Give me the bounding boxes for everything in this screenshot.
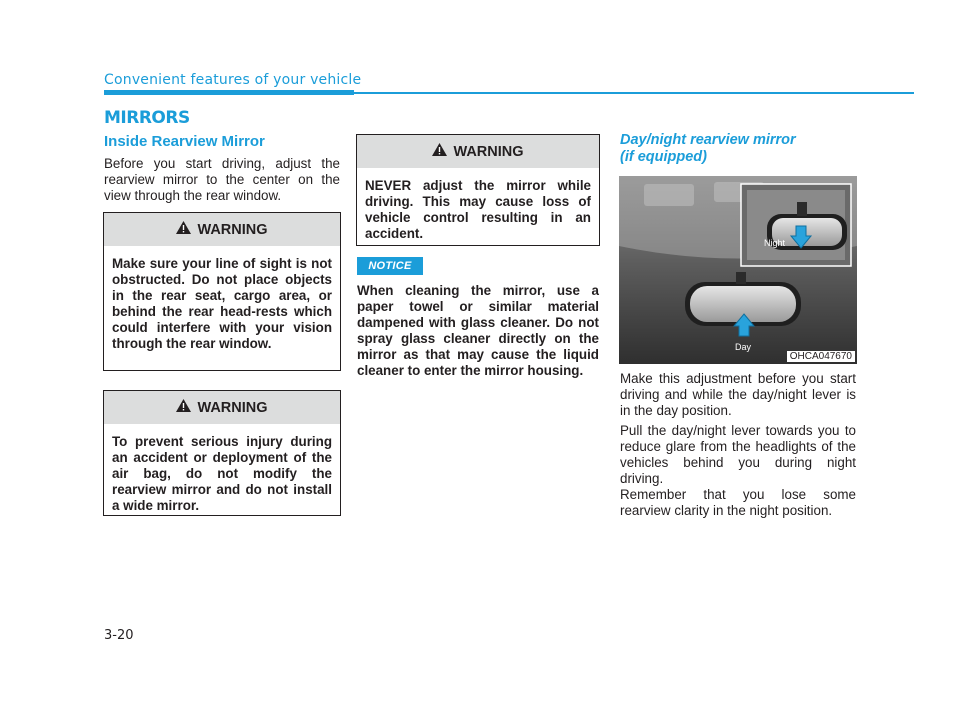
warning-label: WARNING xyxy=(197,221,268,238)
title-line-1: Day/night rearview mirror xyxy=(620,132,796,148)
warning-label: WARNING xyxy=(197,399,268,416)
warning-label: WARNING xyxy=(453,143,524,160)
warning-box-adjust-while-driving xyxy=(356,134,600,246)
mirror-illustration xyxy=(619,176,857,364)
warning-text: NEVER adjust the mirror while driving. This may cause loss of vehicle control resulting in an accident. xyxy=(365,178,591,241)
warning-box-air-bag xyxy=(103,390,341,516)
notice-text: When cleaning the mirror, use a paper towel or similar material dampened with glass cleaner. Do not spray glass cleaner directly on the mirror as that may cause the liquid cleaner to enter the mirror housing. xyxy=(357,283,599,378)
day-night-mirror-title xyxy=(620,132,796,166)
right-paragraph-1: Make this adjustment before you start driving and while the day/night lever is in the day position. xyxy=(620,371,856,418)
title-line-2: (if equipped) xyxy=(620,149,707,165)
intro-paragraph: Before you start driving, adjust the rearview mirror to the center on the view through the rear window. xyxy=(104,156,340,203)
header-rule-thick xyxy=(104,90,354,95)
warning-triangle-icon xyxy=(432,143,447,160)
notice-badge: NOTICE xyxy=(357,257,423,275)
night-label: Night xyxy=(764,238,786,248)
warning-text: To prevent serious injury during an accident or deployment of the air bag, do not modify the rearview mirror and do not install a wide mirror. xyxy=(112,434,332,513)
warning-triangle-icon xyxy=(176,399,191,416)
warning-header xyxy=(357,135,599,168)
page-number: 3-20 xyxy=(104,628,134,643)
right-paragraph-3: Remember that you lose some rearview clarity in the night position. xyxy=(620,487,856,518)
day-label: Day xyxy=(734,342,752,352)
warning-header xyxy=(104,213,340,246)
warning-box-line-of-sight xyxy=(103,212,341,371)
day-night-mirror-figure xyxy=(619,176,857,364)
right-paragraph-2: Pull the day/night lever towards you to reduce glare from the headlights of the vehicles behind you during night driving. xyxy=(620,423,856,486)
subsection-title: Inside Rearview Mirror xyxy=(104,133,265,150)
section-title: MIRRORS xyxy=(104,108,190,128)
warning-text: Make sure your line of sight is not obstructed. Do not place objects in the rear seat, cargo area, or behind the rear head-rests which could interfere with your vision through the rear window. xyxy=(112,256,332,351)
header-rule-thin xyxy=(354,92,914,94)
figure-code: OHCA047670 xyxy=(787,351,855,362)
chapter-title: Convenient features of your vehicle xyxy=(104,72,362,88)
warning-header xyxy=(104,391,340,424)
warning-triangle-icon xyxy=(176,221,191,238)
